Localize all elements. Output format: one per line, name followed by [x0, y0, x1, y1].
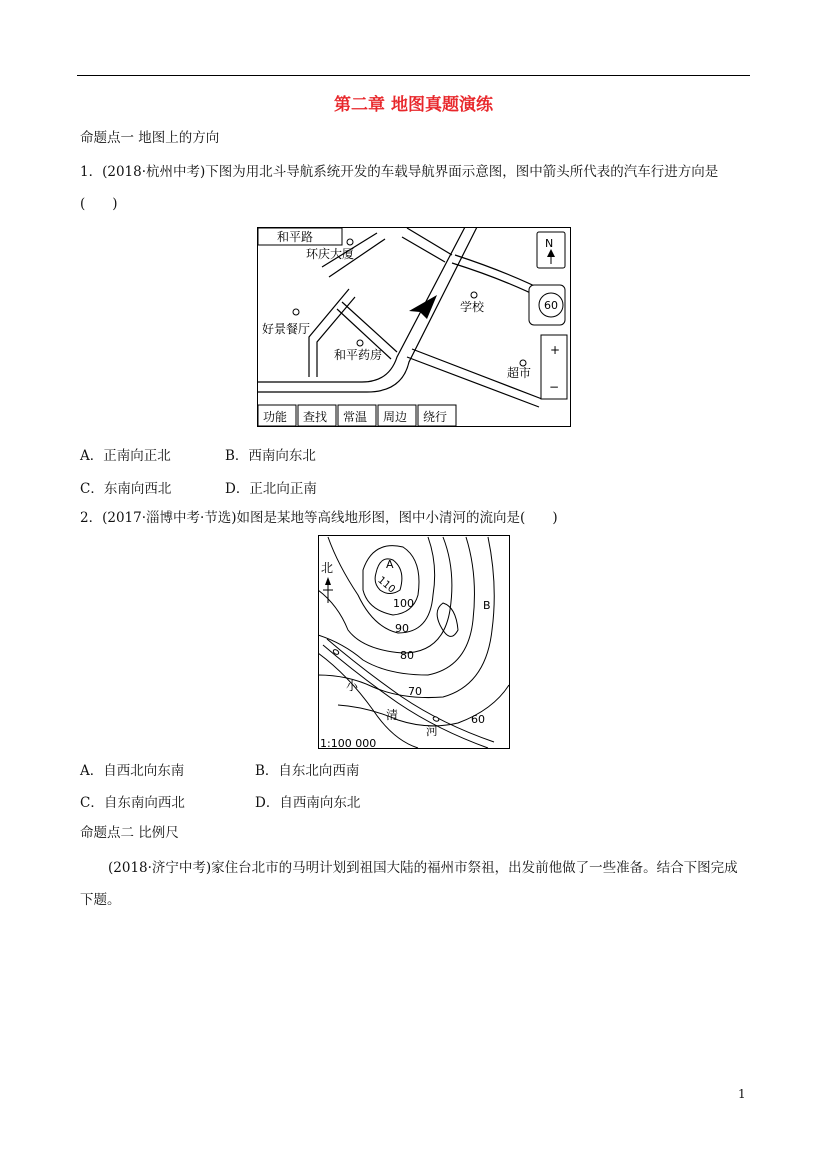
zoom-out-button: − [549, 380, 560, 394]
contour-110: 110 [375, 574, 398, 596]
river-char-2: 清 [386, 708, 399, 722]
page-number: 1 [738, 1087, 746, 1101]
contour-70: 70 [408, 685, 422, 698]
river-char-1: 小 [346, 679, 359, 693]
contour-90: 90 [395, 622, 409, 635]
north-label: N [545, 237, 554, 250]
navigation-map-figure [257, 227, 571, 427]
q2-option-b: B．自东北向西南 [255, 763, 360, 779]
header-rule [77, 75, 750, 76]
menu-item-common: 常温 [343, 410, 368, 424]
q2-option-c: C．自东南向西北 [80, 795, 185, 811]
q1-option-a: A．正南向正北 [80, 448, 171, 464]
road-label: 和平路 [277, 230, 314, 244]
menu-item-search: 查找 [303, 410, 328, 424]
q2-option-d: D．自西南向东北 [255, 795, 361, 811]
q1-option-d: D．正北向正南 [225, 481, 317, 497]
contour-map-figure [318, 535, 510, 749]
q1-option-b: B．西南向东北 [225, 448, 316, 464]
q1-stem: 1．(2018·杭州中考)下图为用北斗导航系统开发的车载导航界面示意图，图中箭头所代表的汽车行进方向是( ) [80, 164, 719, 212]
menu-item-detour: 绕行 [423, 410, 448, 424]
contour-80: 80 [400, 649, 414, 662]
section2-heading: 命题点二 比例尺 [80, 825, 179, 841]
contour-60: 60 [471, 713, 485, 726]
bottom-menu [258, 405, 456, 426]
q2-stem: 2．(2017·淄博中考·节选)如图是某地等高线地形图，图中小清河的流向是( ) [80, 510, 558, 526]
place-supermarket: 超市 [507, 366, 532, 380]
point-b: B [483, 599, 491, 612]
contour-100: 100 [393, 597, 414, 610]
q1-option-c: C．东南向西北 [80, 481, 172, 497]
north-label: 北 [321, 561, 334, 575]
place-heping-pharmacy: 和平药房 [334, 348, 383, 362]
menu-item-function: 功能 [263, 410, 288, 424]
place-huanqing: 环庆大厦 [306, 247, 355, 261]
speed-limit: 60 [544, 299, 558, 312]
zoom-in-button: + [550, 343, 561, 357]
river-char-3: 河 [426, 724, 439, 738]
place-haojing: 好景餐厅 [262, 322, 311, 336]
scale-label: 1:100 000 [320, 737, 377, 749]
point-a: A [386, 558, 394, 571]
place-school: 学校 [460, 300, 485, 314]
page-title: 第二章 地图真题演练 [334, 95, 493, 115]
q2-option-a: A．自西北向东南 [80, 763, 185, 779]
section2-intro: (2018·济宁中考)家住台北市的马明计划到祖国大陆的福州市祭祖，出发前他做了一些准备。结合下图完成下题。 [80, 860, 738, 908]
menu-item-nearby: 周边 [383, 410, 408, 424]
section1-heading: 命题点一 地图上的方向 [80, 130, 220, 146]
